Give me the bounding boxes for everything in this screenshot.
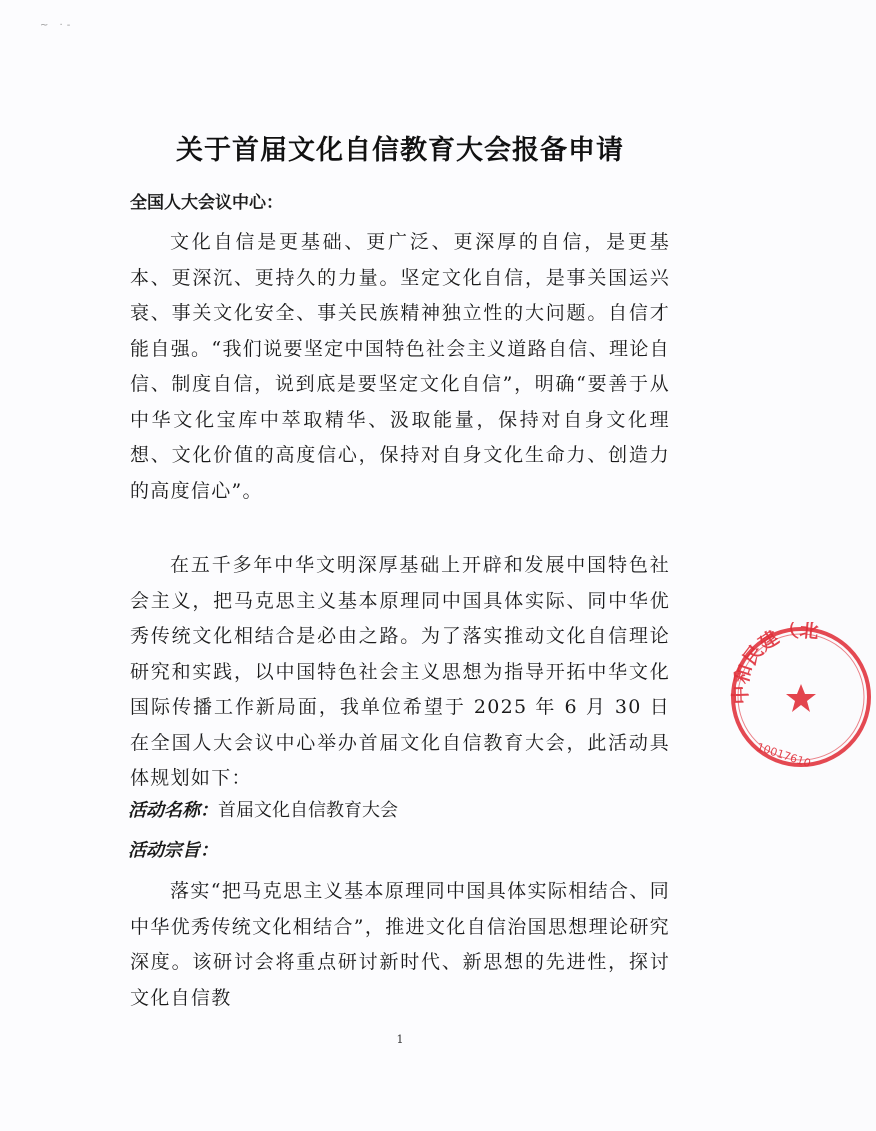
seal-stamp-icon — [726, 622, 876, 772]
page-title: 关于首届文化自信教育大会报备申请 — [176, 135, 624, 166]
paragraph-3: 落实“把马克思主义基本原理同中国具体实际相结合、同中华优秀传统文化相结合”，推进文化自信治国思想理论研究深度。该研讨会将重点研讨新时代、新思想的先进性，探讨文化自信教 — [130, 880, 670, 1009]
addressee: 全国人大会议中心： — [130, 193, 283, 213]
page-number: 1 — [396, 1033, 404, 1046]
official-seal — [726, 622, 820, 772]
scan-artifact: ~ ·- — [40, 20, 75, 31]
activity-purpose-line — [128, 836, 218, 862]
paragraph-2: 在五千多年中华文明深厚基础上开辟和发展中国特色社会主义，把马克思主义基本原理同中国具体实际、同中华优秀传统文化相结合是必由之路。为了落实推动文化自信理论研究和实践，以中国特色社会主义思想为指导开拓中华文化国际传播工作新局面，我单位希望于 2025 年 6 月 30 日在全国人大会议中心举办首届文化自信教育大会，此活动具体规划如下： — [130, 554, 670, 789]
seal-arc-text: 中和民建（北 — [729, 622, 820, 705]
activity-purpose-label: 活动宗旨： — [128, 840, 218, 861]
activity-name-label: 活动名称： — [128, 800, 218, 821]
seal-number: 10017610 — [755, 740, 813, 771]
activity-name-value: 首届文化自信教育大会 — [218, 800, 398, 821]
activity-name-line — [128, 796, 398, 822]
paragraph-1: 文化自信是更基础、更广泛、更深厚的自信，是更基本、更深沉、更持久的力量。坚定文化自信，是事关国运兴衰、事关文化安全、事关民族精神独立性的大问题。自信才能自强。“我们说要坚定中国特色社会主义道路自信、理论自信、制度自信，说到底是要坚定文化自信”，明确“要善于从中华文化宝库中萃取精华、汲取能量，保持对自身文化理想、文化价值的高度信心，保持对自身文化生命力、创造力的高度信心”。 — [130, 231, 670, 502]
